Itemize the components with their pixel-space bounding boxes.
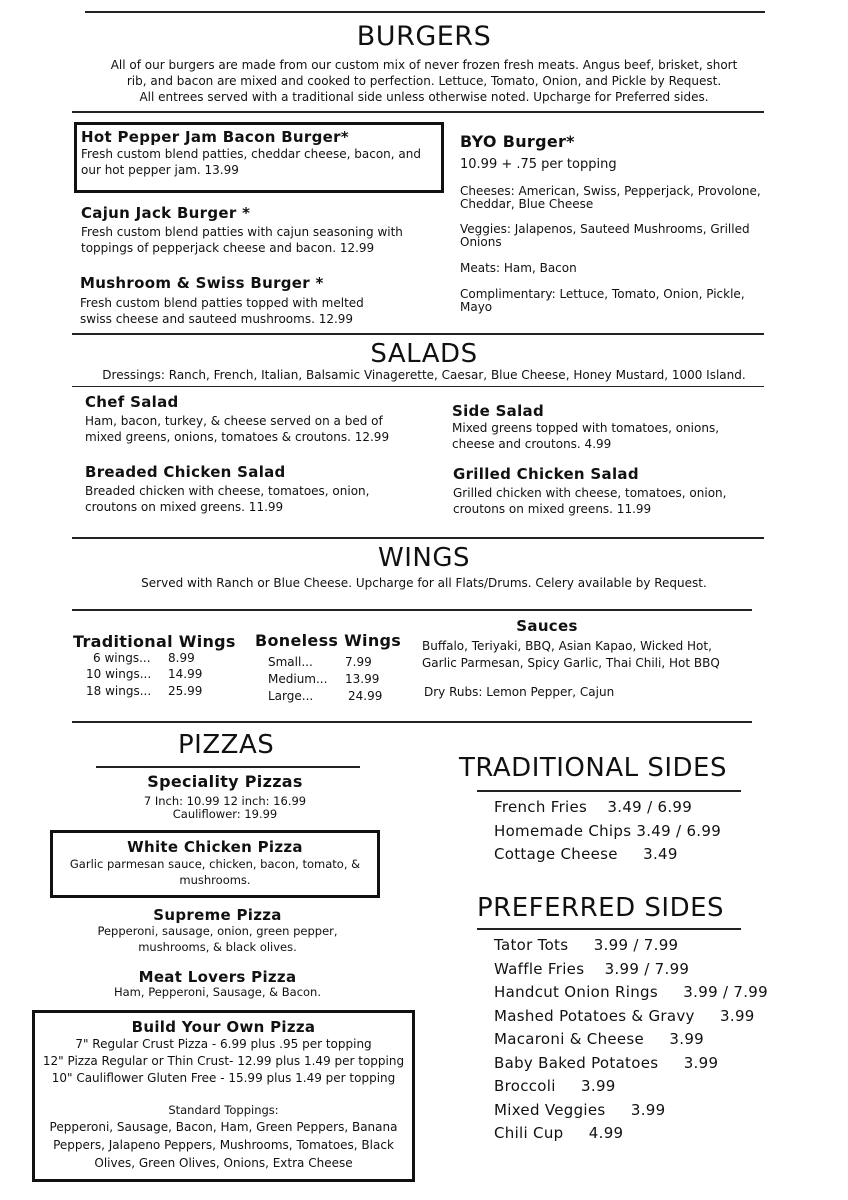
byo-line: Cheeses: American, Swiss, Pepperjack, Provolone,: [460, 184, 761, 198]
sauces-line: Garlic Parmesan, Spicy Garlic, Thai Chili, Hot BBQ: [422, 656, 720, 670]
side-item: Macaroni & Cheese 3.99: [494, 1030, 705, 1048]
salad-desc: mixed greens, onions, tomatoes & croutons. 12.99: [85, 430, 390, 444]
side-item: Cottage Cheese 3.49: [494, 845, 678, 863]
burgers-title: BURGERS: [356, 21, 492, 52]
white-chicken-name: White Chicken Pizza: [127, 838, 303, 856]
byo-pizza: [32, 1018, 415, 1172]
byo-veggies: [460, 223, 780, 249]
wing-price: 24.99: [348, 689, 383, 703]
wings-note: Served with Ranch or Blue Cheese. Upcharge for all Flats/Drums. Celery available by Request.: [141, 576, 707, 590]
burger-item: [81, 204, 446, 256]
salad-item: [85, 393, 435, 445]
byo-pizza-line: 12" Pizza Regular or Thin Crust- 12.99 plus 1.49 per topping: [42, 1054, 405, 1068]
byo-meats: Meats: Ham, Bacon: [460, 261, 577, 275]
side-item: Broccoli 3.99: [494, 1077, 616, 1095]
salad-desc: croutons on mixed greens. 11.99: [453, 502, 652, 516]
white-chicken-desc: mushrooms.: [179, 873, 251, 887]
salad-item: [85, 463, 435, 515]
salad-item: [452, 402, 772, 452]
salad-name: Breaded Chicken Salad: [85, 463, 286, 481]
supreme-desc: Pepperoni, sausage, onion, green pepper,: [97, 924, 338, 938]
wing-price: 8.99: [168, 651, 195, 665]
byo-pizza-line: 10" Cauliflower Gluten Free - 15.99 plus 1.49 per topping: [51, 1071, 396, 1085]
salad-desc: cheese and croutons. 4.99: [452, 437, 612, 451]
side-item: Chili Cup 4.99: [494, 1124, 624, 1142]
traditional-wings: [73, 632, 243, 700]
pizzas-title: PIZZAS: [178, 730, 275, 760]
byo-toppings-line: Pepperoni, Sausage, Bacon, Ham, Green Peppers, Banana: [49, 1120, 398, 1134]
burger-desc: Fresh custom blend patties topped with melted: [80, 296, 364, 310]
white-chicken-pizza: [50, 838, 380, 888]
traditional-sides-title: TRADITIONAL SIDES: [459, 753, 727, 783]
top-rule: [85, 11, 765, 13]
wings-rule-top: [72, 537, 764, 539]
supreme-desc: mushrooms, & black olives.: [138, 940, 297, 954]
salad-dressings: Dressings: Ranch, French, Italian, Balsamic Vinagerette, Caesar, Blue Cheese, Honey Mustard, 1000 Island.: [102, 368, 746, 382]
boneless-wings: [255, 631, 415, 705]
burger-item: [81, 128, 446, 178]
wing-row: [268, 670, 415, 688]
wing-qty: Medium...: [268, 672, 328, 686]
salad-name: Side Salad: [452, 402, 545, 420]
preferred-sides-rule: [477, 928, 741, 930]
speciality-line: Cauliflower: 19.99: [172, 807, 278, 821]
byo-line: Veggies: Jalapenos, Sauteed Mushrooms, Grilled: [460, 222, 750, 236]
burgers-note-line: All entrees served with a traditional side unless otherwise noted. Upcharge for Preferred sides.: [139, 90, 709, 104]
byo-cheeses: [460, 185, 780, 211]
wing-qty: Small...: [268, 655, 313, 669]
byo-toppings-line: Peppers, Jalapeno Peppers, Mushrooms, Tomatoes, Black: [53, 1138, 394, 1152]
wing-row: [86, 683, 243, 700]
byo-complimentary: [460, 288, 780, 314]
wing-row: [268, 655, 415, 670]
side-item: Mashed Potatoes & Gravy 3.99: [494, 1006, 755, 1025]
salad-item: [453, 465, 773, 517]
dry-rubs: Dry Rubs: Lemon Pepper, Cajun: [424, 685, 615, 699]
wing-row: [93, 651, 243, 666]
sauces-title: Sauces: [516, 617, 578, 635]
burger-desc: our hot pepper jam. 13.99: [81, 163, 239, 177]
sauces: [422, 617, 762, 700]
side-item: Baby Baked Potatoes 3.99: [494, 1053, 719, 1072]
byo-line: Cheddar, Blue Cheese: [460, 197, 594, 211]
side-item: Homemade Chips 3.49 / 6.99: [494, 821, 722, 840]
burgers-note: [60, 57, 788, 105]
speciality-line: 7 Inch: 10.99 12 inch: 16.99: [143, 794, 307, 808]
wing-qty: 6 wings...: [93, 651, 151, 665]
wing-price: 14.99: [168, 667, 203, 681]
side-item: Waffle Fries 3.99 / 7.99: [494, 959, 690, 978]
traditional-sides-list: [494, 796, 824, 867]
salad-desc: Breaded chicken with cheese, tomatoes, onion,: [85, 484, 370, 498]
salad-desc: Ham, bacon, turkey, & cheese served on a bed of: [85, 414, 383, 428]
salad-desc: Grilled chicken with cheese, tomatoes, onion,: [453, 486, 727, 500]
wings-rule: [72, 609, 752, 611]
byo-burger-price: 10.99 + .75 per topping: [460, 157, 617, 172]
white-chicken-desc: Garlic parmesan sauce, chicken, bacon, tomato, &: [69, 857, 361, 871]
boneless-wings-name: Boneless Wings: [255, 631, 402, 650]
supreme-name: Supreme Pizza: [153, 906, 282, 924]
speciality-pizzas-name: Speciality Pizzas: [147, 772, 303, 791]
burgers-note-line: All of our burgers are made from our custom mix of never frozen fresh meats. Angus beef, brisket, short: [110, 58, 738, 72]
side-item: French Fries 3.49 / 6.99: [494, 798, 693, 816]
wing-qty: Large...: [268, 689, 314, 703]
burgers-note-line: rib, and bacon are mixed and cooked to perfection. Lettuce, Tomato, Onion, and Pickle by Request.: [126, 74, 722, 88]
pizzas-rule: [96, 766, 360, 768]
wing-row: [268, 688, 415, 705]
wing-qty: 18 wings...: [86, 684, 152, 698]
burger-name: Mushroom & Swiss Burger *: [80, 274, 324, 292]
byo-line: Onions: [460, 235, 502, 249]
wing-price: 25.99: [168, 684, 203, 698]
burger-desc: toppings of pepperjack cheese and bacon. 12.99: [81, 241, 375, 255]
burger-desc: Fresh custom blend patties, cheddar cheese, bacon, and: [81, 147, 421, 161]
wing-price: 7.99: [345, 655, 372, 669]
wing-row: [86, 666, 243, 683]
wing-price: 13.99: [345, 672, 380, 686]
traditional-wings-name: Traditional Wings: [73, 632, 236, 651]
byo-burger: [460, 133, 780, 314]
preferred-sides-title: PREFERRED SIDES: [477, 893, 725, 923]
salad-desc: croutons on mixed greens. 11.99: [85, 500, 284, 514]
salad-name: Grilled Chicken Salad: [453, 465, 639, 483]
wing-qty: 10 wings...: [86, 667, 152, 681]
traditional-sides-rule: [477, 790, 741, 792]
burger-name: Hot Pepper Jam Bacon Burger*: [81, 128, 349, 146]
side-item: Tator Tots 3.99 / 7.99: [494, 936, 679, 954]
byo-pizza-name: Build Your Own Pizza: [131, 1018, 316, 1036]
meat-lovers-name: Meat Lovers Pizza: [138, 968, 297, 986]
side-item: Handcut Onion Rings 3.99 / 7.99: [494, 983, 768, 1001]
pizzas-rule-top: [72, 721, 752, 723]
salad-desc: Mixed greens topped with tomatoes, onions,: [452, 421, 720, 435]
byo-toppings-label: Standard Toppings:: [168, 1103, 279, 1117]
wings-title: WINGS: [378, 543, 470, 573]
speciality-pizzas: [55, 772, 395, 821]
meat-lovers-pizza: [50, 968, 385, 999]
meat-lovers-desc: Ham, Pepperoni, Sausage, & Bacon.: [113, 985, 321, 999]
preferred-sides-list: [494, 934, 834, 1146]
salads-rule-top: [72, 333, 764, 335]
salads-rule: [72, 386, 764, 387]
burgers-rule: [72, 111, 764, 113]
byo-pizza-line: 7" Regular Crust Pizza - 6.99 plus .95 per topping: [75, 1037, 372, 1051]
burger-name: Cajun Jack Burger *: [81, 204, 251, 222]
sauces-line: Buffalo, Teriyaki, BBQ, Asian Kapao, Wicked Hot,: [422, 639, 712, 653]
salads-title: SALADS: [370, 339, 478, 369]
byo-line: Complimentary: Lettuce, Tomato, Onion, Pickle,: [460, 287, 745, 301]
burger-item: [80, 274, 445, 327]
burger-desc: swiss cheese and sauteed mushrooms. 12.99: [80, 312, 354, 326]
burger-desc: Fresh custom blend patties with cajun seasoning with: [81, 225, 403, 239]
byo-toppings-line: Olives, Green Olives, Onions, Extra Cheese: [94, 1156, 353, 1170]
byo-burger-name: BYO Burger*: [460, 132, 575, 151]
byo-line: Mayo: [460, 300, 493, 314]
supreme-pizza: [50, 906, 385, 955]
salad-name: Chef Salad: [85, 393, 179, 411]
side-item: Mixed Veggies 3.99: [494, 1100, 666, 1119]
